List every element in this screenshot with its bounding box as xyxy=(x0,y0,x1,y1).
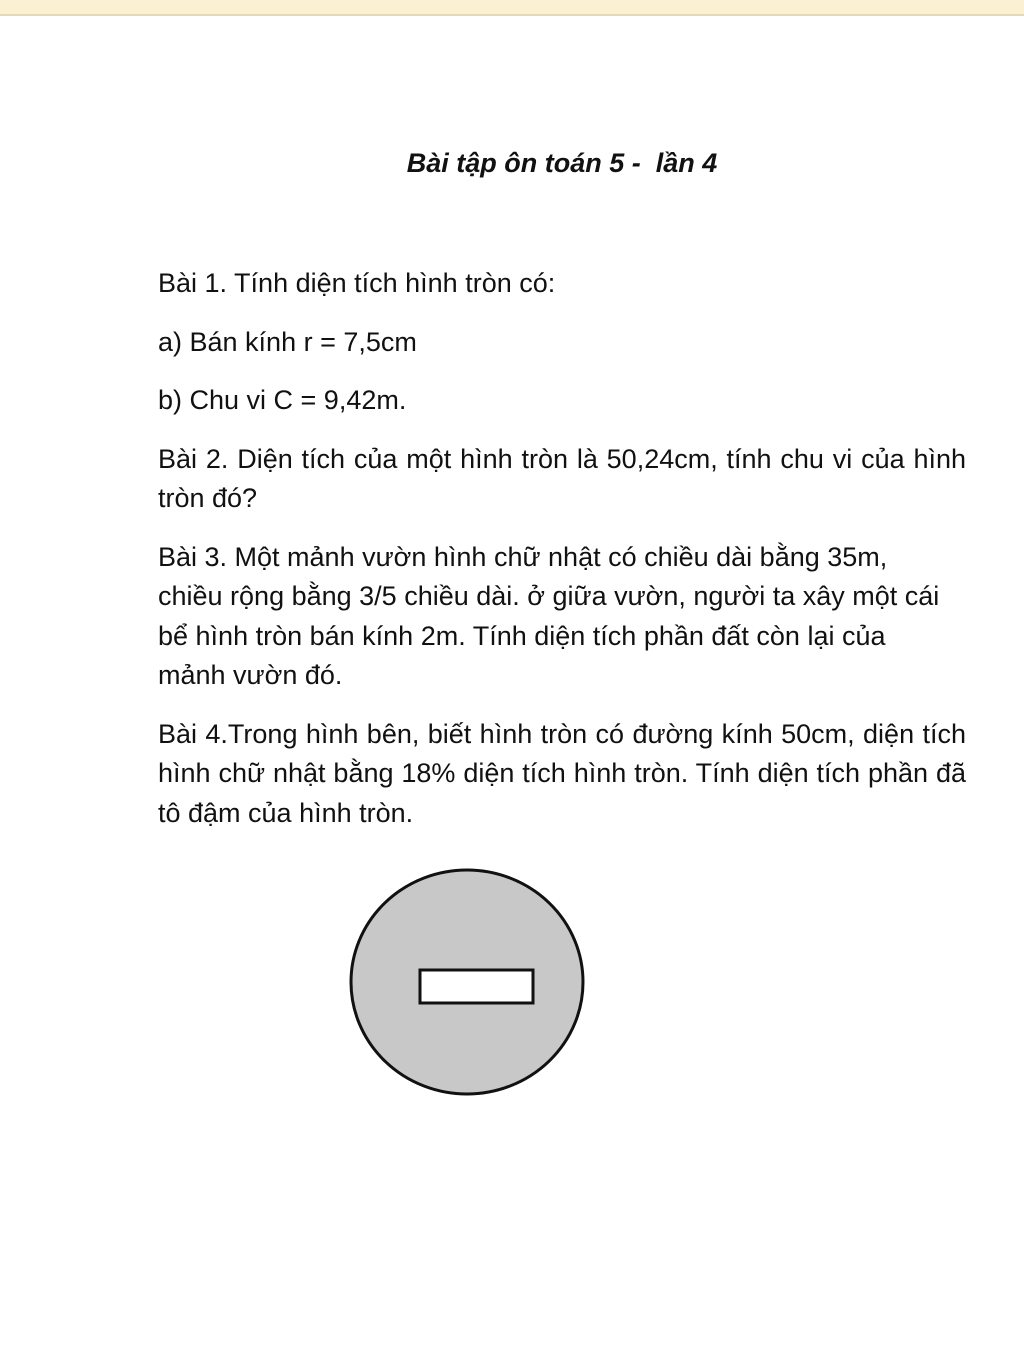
exercise-4: Bài 4.Trong hình bên, biết hình tròn có đường kính 50cm, diện tích hình chữ nhật bằng 18% diện tích hình tròn. Tính diện tích phần đã tô đậm của hình tròn. xyxy=(158,718,966,828)
exercise-2: Bài 2. Diện tích của một hình tròn là 50,24cm, tính chu vi của hình tròn đó? xyxy=(158,443,966,513)
exercise-1-heading: Bài 1. Tính diện tích hình tròn có: xyxy=(158,268,556,298)
exercise-1-part-b: b) Chu vi C = 9,42m. xyxy=(158,385,407,415)
circle-figure xyxy=(348,866,588,1100)
exercise-1-part-a: a) Bán kính r = 7,5cm xyxy=(158,326,417,357)
page-title: Bài tập ôn toán 5 - lần 4 xyxy=(406,148,718,178)
inner-rectangle xyxy=(420,970,533,1003)
exercise-list xyxy=(158,264,966,852)
top-strip xyxy=(0,0,1024,16)
exercise-3: Bài 3. Một mảnh vườn hình chữ nhật có chiều dài bằng 35m, chiều rộng bằng 3/5 chiều dài. ở giữa vườn, người ta xây một cái bể hình tròn bán kính 2m. Tính diện tích phần đất còn lại của mảnh vườn đó. xyxy=(158,541,940,690)
